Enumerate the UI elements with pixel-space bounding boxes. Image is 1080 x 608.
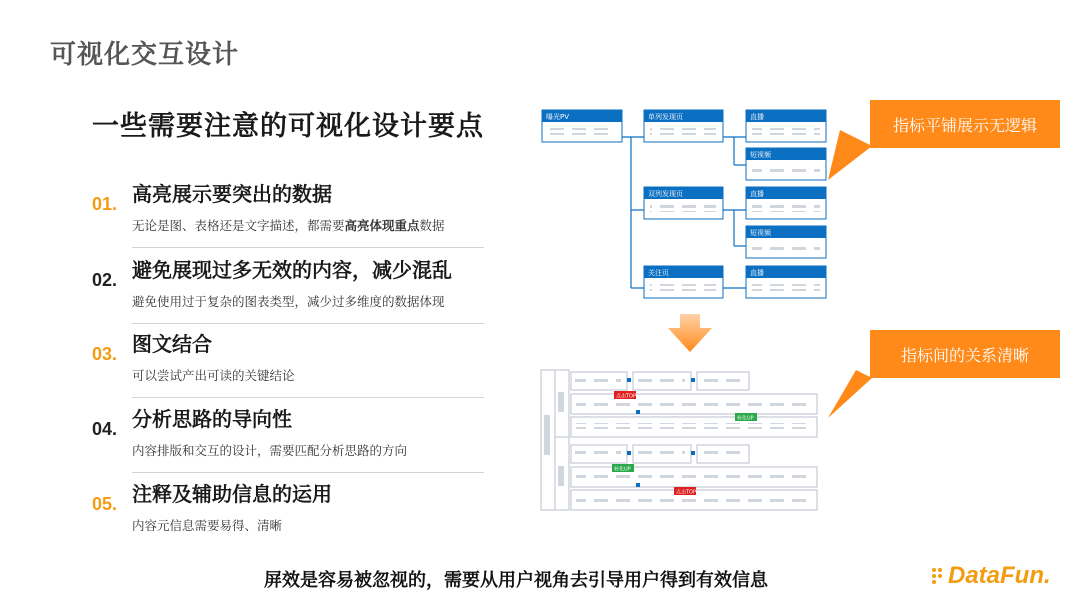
point-title: 高亮展示要突出的数据 (132, 182, 332, 206)
svg-text:转化UP: 转化UP (614, 466, 631, 473)
datafun-logo (930, 560, 1060, 592)
point-description: 无论是图、表格还是文字描述，都需要高亮体现重点数据 (132, 218, 445, 233)
tag-green (735, 413, 757, 422)
tag-red (614, 391, 636, 400)
point-number: 01. (92, 194, 118, 214)
node-label: 单列发现页 (648, 113, 683, 121)
svg-text:点击TOP: 点击TOP (616, 393, 637, 400)
point-description: 内容元信息需要易得、清晰 (132, 518, 283, 533)
point-title: 图文结合 (132, 332, 212, 356)
point-number: 03. (92, 344, 118, 364)
point-number: 05. (92, 494, 118, 514)
page-title: 可视化交互设计 (50, 40, 240, 70)
node-label: 直播 (750, 269, 764, 277)
point-title: 分析思路的导向性 (132, 407, 292, 431)
node-label: 直播 (750, 190, 764, 198)
svg-text:点击TOP: 点击TOP (676, 489, 697, 496)
point-number: 04. (92, 419, 118, 439)
down-arrow-icon (668, 314, 712, 352)
node-follow-page (644, 266, 723, 298)
callout-pointer-bottom (828, 370, 872, 418)
point-description: 可以尝试产出可读的关键结论 (132, 368, 295, 383)
logo-text: DataFun. (948, 562, 1051, 589)
highlight-text: 高亮体现重点 (344, 218, 420, 233)
node-double-feed (644, 187, 723, 219)
node-label: 短视频 (750, 229, 771, 237)
node-short-video-2 (746, 226, 826, 258)
logo-dots-icon (930, 566, 950, 590)
node-single-feed (644, 110, 723, 142)
node-live-1 (746, 110, 826, 142)
tag-red (674, 487, 696, 496)
node-label: 关注页 (648, 269, 669, 277)
node-short-video-1 (746, 148, 826, 180)
bottom-note: 屏效是容易被忽视的，需要从用户视角去引导用户得到有效信息 (264, 570, 768, 591)
callout-bottom: 指标间的关系清晰 (870, 330, 1060, 378)
node-label: 曝光PV (546, 113, 570, 121)
tag-green (612, 464, 634, 473)
point-description: 内容排版和交互的设计，需要匹配分析思路的方向 (132, 443, 408, 458)
node-live-2 (746, 187, 826, 219)
point-number: 02. (92, 270, 118, 290)
point-title: 注释及辅助信息的运用 (132, 482, 332, 506)
callout-top: 指标平铺展示无逻辑 (870, 100, 1060, 148)
structured-metrics-table (541, 370, 817, 510)
node-live-3 (746, 266, 826, 298)
node-exposure-pv (542, 110, 622, 142)
callout-pointer-top (828, 130, 872, 180)
point-title: 避免展现过多无效的内容，减少混乱 (132, 258, 452, 282)
node-label: 双列发现页 (648, 190, 683, 198)
section-subtitle: 一些需要注意的可视化设计要点 (92, 111, 484, 142)
svg-text:转化UP: 转化UP (737, 415, 754, 422)
node-label: 短视频 (750, 151, 771, 159)
point-description: 避免使用过于复杂的图表类型，减少过多维度的数据体现 (132, 294, 445, 309)
node-label: 直播 (750, 113, 764, 121)
